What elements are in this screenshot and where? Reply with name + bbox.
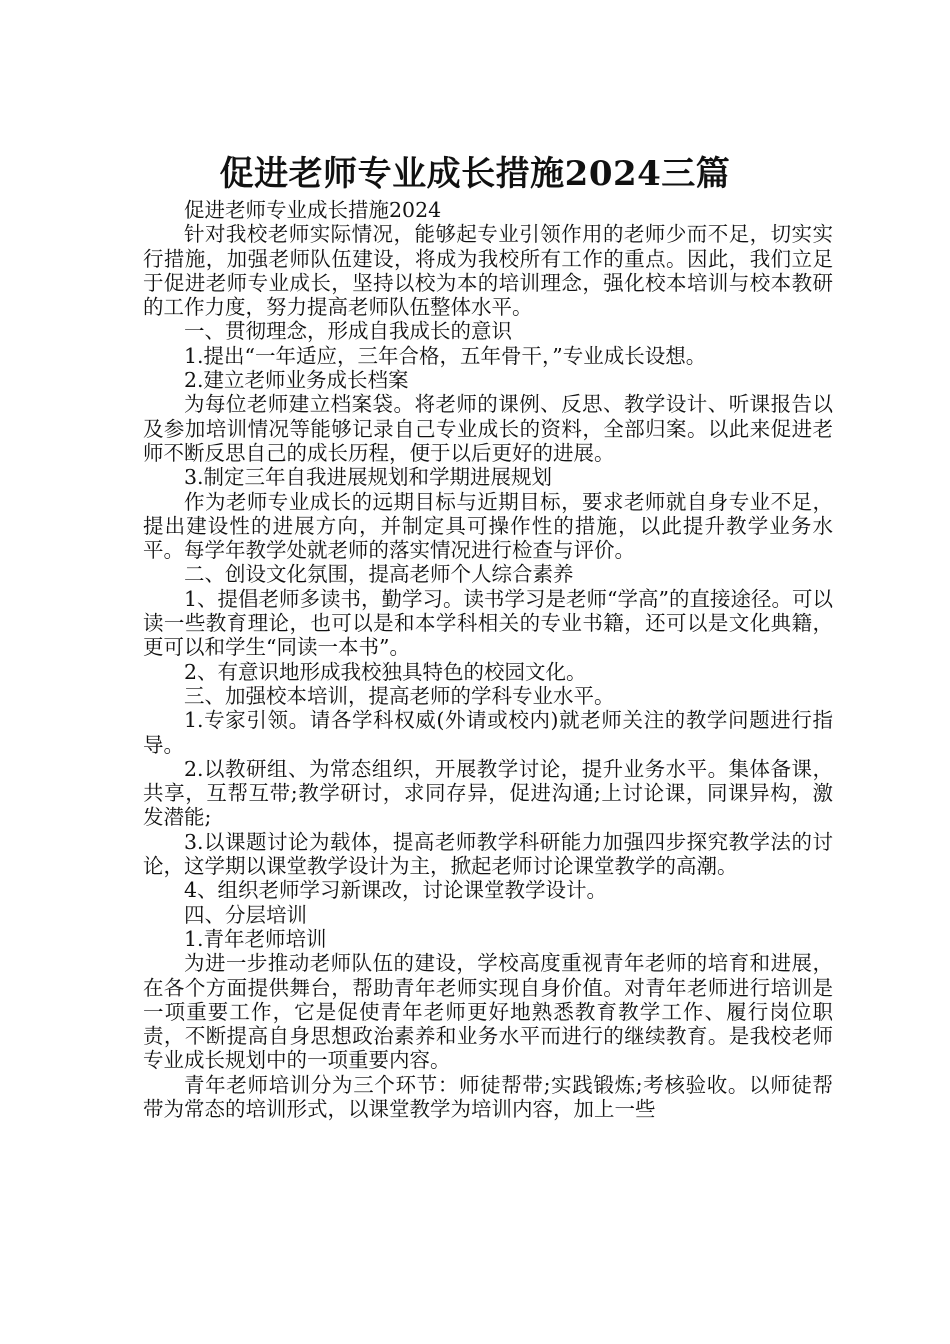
body-paragraph: 作为老师专业成长的远期目标与近期目标，要求老师就自身专业不足，提出建设性的进展方向，并制定具可操作性的措施，以此提升教学业务水平。每学年教学处就老师的落实情况进行检查与评价。 [143, 489, 833, 563]
list-item-1-3: 3.制定三年自我进展规划和学期进展规划 [184, 465, 553, 490]
body-paragraph: 为进一步推动老师队伍的建设，学校高度重视青年老师的培育和进展，在各个方面提供舞台，帮助青年老师实现自身价值。对青年老师进行培训是一项重要工作，它是促使青年老师更好地熟悉教育教学工作、履行岗位职责，不断提高自身思想政治素养和业务水平而进行的继续教育。是我校老师专业成长规划中的一项重要内容。 [143, 951, 833, 1073]
body-paragraph: 为每位老师建立档案袋。将老师的课例、反思、教学设计、听课报告以及参加培训情况等能够记录自己专业成长的资料，全部归案。以此来促进老师不断反思自己的成长历程，便于以后更好的进展。 [143, 392, 833, 465]
list-item-2-1: 1、提倡老师多读书，勤学习。读书学习是老师“学高”的直接途径。可以读一些教育理论，也可以是和本学科相关的专业书籍，还可以是文化典籍，更可以和学生“同读一本书”。 [143, 586, 834, 660]
body-paragraph: 青年老师培训分为三个环节：师徒帮带;实践锻炼;考核验收。以师徒帮带为常态的培训形式，以课堂教学为培训内容，加上一些 [143, 1072, 833, 1121]
section-heading-1: 一、贯彻理念，形成自我成长的意识 [184, 319, 512, 344]
subtitle-paragraph: 促进老师专业成长措施2024 [184, 198, 442, 222]
list-item-3-2: 2.以教研组、为常态组织，开展教学讨论，提升业务水平。集体备课，共享，互帮互带;教学研讨，求同存异，促进沟通;上讨论课，同课异构，激发潜能; [143, 756, 833, 830]
list-item-4-1: 1.青年老师培训 [184, 926, 327, 951]
section-heading-3: 三、加强校本培训，提高老师的学科专业水平。 [184, 683, 615, 708]
section-heading-4: 四、分层培训 [184, 902, 307, 927]
list-item-1-2: 2.建立老师业务成长档案 [184, 368, 409, 393]
list-item-3-1: 1.专家引领。请各学科权威(外请或校内)就老师关注的教学问题进行指导。 [143, 708, 833, 757]
section-heading-2: 二、创设文化氛围，提高老师个人综合素养 [184, 562, 574, 587]
intro-paragraph: 针对我校老师实际情况，能够起专业引领作用的老师少而不足，切实实行措施，加强老师队伍建设，将成为我校所有工作的重点。因此，我们立足于促进老师专业成长，坚持以校为本的培训理念，强化校本培训与校本教研的工作力度，努力提高老师队伍整体水平。 [143, 222, 833, 320]
list-item-2-2: 2、有意识地形成我校独具特色的校园文化。 [184, 659, 587, 684]
list-item-3-4: 4、组织老师学习新课改，讨论课堂教学设计。 [184, 878, 608, 903]
document-title: 促进老师专业成长措施2024三篇 [219, 153, 731, 194]
list-item-1-1: 1.提出“一年适应，三年合格，五年骨干，”专业成长设想。 [184, 343, 707, 368]
list-item-3-3: 3.以课题讨论为载体，提高老师教学科研能力加强四步探究教学法的讨论，这学期以课堂教学设计为主，掀起老师讨论课堂教学的高潮。 [143, 829, 833, 879]
document-body [143, 198, 833, 1121]
